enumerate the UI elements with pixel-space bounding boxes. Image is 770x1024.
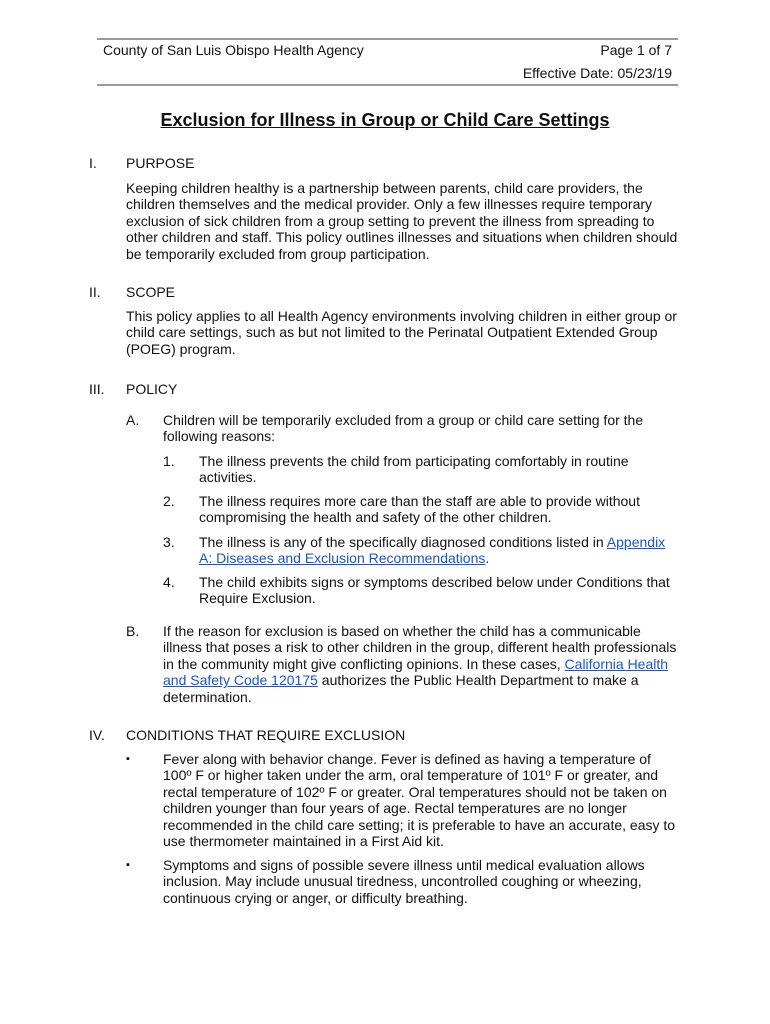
condition-bullet-2: Symptoms and signs of possible severe illness until medical evaluation allows inclusion. May include unusual tiredness, uncontrolled coughing or wheezing, continuous crying or anger, or difficulty breathing.	[163, 857, 645, 906]
policy-b-text-after: authorizes the Public Health Department to make a determination.	[163, 672, 639, 705]
section-heading-scope: SCOPE	[126, 284, 176, 300]
policy-b-text-before: If the reason for exclusion is based on whether the child has a communicable illness that poses a risk to other children in the group, different health professionals in the community might give conflicting opinions. In these cases,	[163, 623, 677, 672]
section-heading-conditions: CONDITIONS THAT REQUIRE EXCLUSION	[126, 727, 406, 743]
policy-a-text: Children will be temporarily excluded from a group or child care setting for the following reasons:	[163, 412, 644, 445]
header-page-number: Page 1 of 7	[600, 42, 672, 58]
policy-item-3-text-before: The illness is any of the specifically diagnosed conditions listed in	[199, 534, 607, 550]
header-bottom-rule	[97, 84, 678, 86]
policy-item-4-num: 4.	[163, 574, 175, 590]
policy-item-1-num: 1.	[163, 453, 175, 469]
policy-item-3-num: 3.	[163, 534, 175, 550]
bullet-icon: ▪	[126, 753, 130, 765]
policy-item-2-text: The illness requires more care than the staff are able to provide without compromising the health and safety of the other children.	[199, 493, 640, 526]
header-effective-date: Effective Date: 05/23/19	[522, 65, 672, 81]
section-numeral-policy: III.	[89, 381, 105, 397]
condition-bullet-1: Fever along with behavior change. Fever is defined as having a temperature of 100º F or higher taken under the arm, oral temperature of 101º F or greater, and rectal temperature of 102º F or greater. Oral temperatures should not be taken on children younger than four years of age. Rectal temperatures are no longer recommended in the child care setting; it is preferable to have an accurate, easy to use thermometer maintained in a First Aid kit.	[163, 751, 676, 850]
purpose-text: Keeping children healthy is a partnership between parents, child care providers, the children themselves and the medical provider. Only a few illnesses require temporary exclusion of sick children from a group setting to prevent the illness from spreading to other children and staff. This policy outlines illnesses and situations when children should be temporarily excluded from group participation.	[126, 180, 678, 262]
policy-b-text	[163, 623, 683, 705]
policy-b-label: B.	[126, 623, 140, 639]
scope-text: This policy applies to all Health Agency environments involving children in either group or child care settings, such as but not limited to the Perinatal Outpatient Extended Group (POEG) program.	[126, 308, 677, 357]
policy-item-2-num: 2.	[163, 493, 175, 509]
bullet-icon: ▪	[126, 859, 130, 871]
policy-item-4-text: The child exhibits signs or symptoms described below under Conditions that Require Exclusion.	[199, 574, 670, 607]
policy-a-label: A.	[126, 412, 140, 428]
appendix-a-link[interactable]: Appendix A: Diseases and Exclusion Recommendations	[199, 534, 666, 567]
section-heading-purpose: PURPOSE	[126, 155, 195, 171]
header-top-rule	[97, 38, 678, 40]
policy-item-3-text-after: .	[485, 550, 490, 567]
section-numeral-purpose: I.	[89, 155, 97, 171]
document-title: Exclusion for Illness in Group or Child Care Settings	[160, 110, 610, 130]
section-numeral-scope: II.	[89, 284, 101, 300]
section-heading-policy: POLICY	[126, 381, 178, 397]
policy-item-1-text: The illness prevents the child from participating comfortably in routine activities.	[199, 453, 629, 486]
section-numeral-conditions: IV.	[89, 727, 105, 743]
header-agency: County of San Luis Obispo Health Agency	[103, 42, 364, 58]
health-safety-code-link[interactable]: California Health and Safety Code 120175	[163, 655, 669, 689]
policy-item-3-text	[199, 534, 681, 567]
